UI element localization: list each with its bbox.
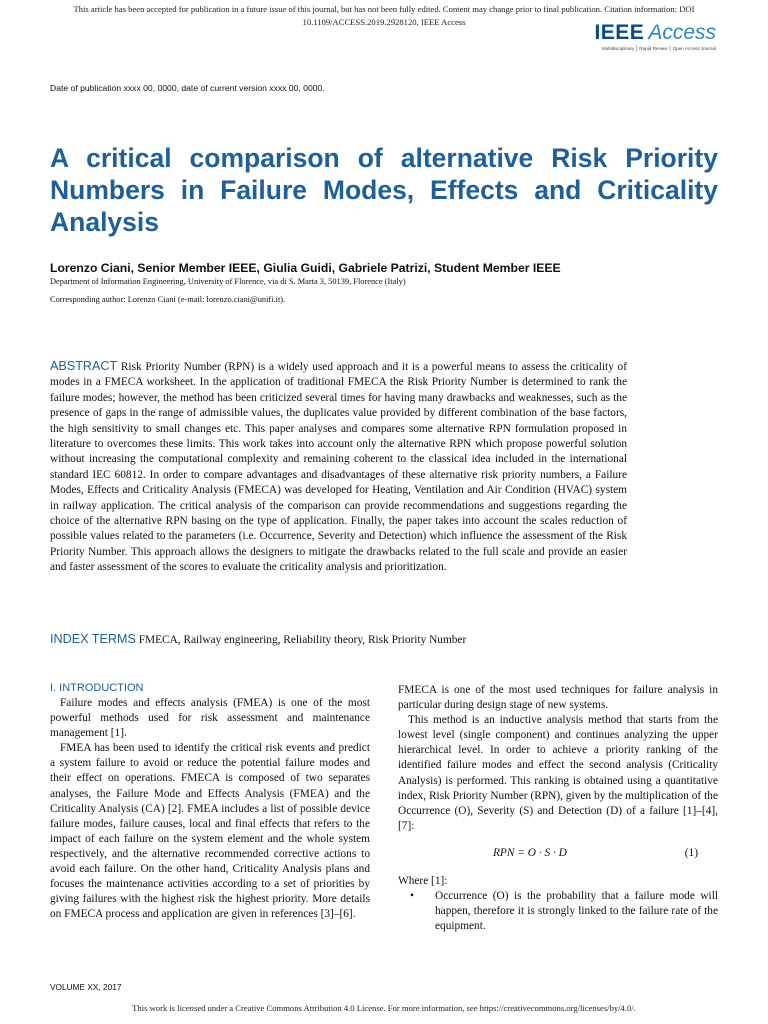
abstract-text: Risk Priority Number (RPN) is a widely used approach and it is a powerful means to assess the criticality of modes in a FMECA worksheet. In the application of traditional FMECA the Risk Priority Number is determined to rank the failure modes; however, the method has been criticized several times for having many drawbacks and weaknesses, such as the presence of gaps in the range of admissible values, the duplicates value provided by different combination of the base factors, the high sensitivity to small changes etc. This paper analyses and compares some alternative RPN formulation proposed in literature to overcomes these limits. This work takes into account only the alternative RPN which propose powerful solution without increasing the computational complexity and remaining coherent to the classical idea included in the international standard IEC 60812. In order to compare advantages and disadvantages of these alternative risk priority numbers, a Failure Modes, Effects and Criticality Analysis (FMECA) was developed for Heating, Ventilation and Air Condition (HVAC) system in railway application. The critical analysis of the comparison can provide recommendations and suggestions regarding the choice of the alternative RPN basing on the type of application. Finally, the paper takes into account the scales reduction of possible values related to the parameters (i.e. Occurrence, Severity and Detection) which influence the assessment of the Risk Priority Number. This approach allows the designers to mitigate the drawbacks related to the full scale and provide an easier and faster assessment of the scores to evaluate the criticality analysis and prioritization.	[50, 361, 627, 574]
logo-wordmark	[594, 22, 716, 44]
publication-date: Date of publication xxxx 00, 0000, date of current version xxxx 00, 0000.	[50, 83, 325, 93]
right-column	[398, 683, 718, 934]
intro-paragraph-1: Failure modes and effects analysis (FMEA) is one of the most powerful methods used for risk assessment and maintenance management [1].	[50, 697, 370, 740]
right-paragraph-1: FMECA is one of the most used techniques for failure analysis in particular during design stage of new systems.	[398, 684, 718, 712]
left-column	[50, 681, 370, 922]
ieee-access-logo	[594, 22, 716, 52]
footer-license: This work is licensed under a Creative Commons Attribution 4.0 License. For more information, see https://creativecommons.org/licenses/by/4.0/.	[132, 1003, 636, 1013]
right-paragraph-2: This method is an inductive analysis method that starts from the lowest level (single component) and continues analyzing the upper hierarchical level. In order to achieve a priority ranking of the identified failure modes and effect the second analysis (Criticality Analysis) is performed. This ranking is obtained using a quantitative index, Risk Priority Number (RPN), given by the multiplication of the Occurrence (O), Severity (S) and Detection (D) of a failure [1]–[4], [7]:	[398, 714, 718, 832]
logo-tagline: Multidisciplinary ⎮ Rapid Review ⎮ Open Access Journal	[601, 46, 716, 51]
paper-title: A critical comparison of alternative Risk Priority Numbers in Failure Modes, Effects and Criticality Analysis	[50, 143, 718, 237]
notice-line-1: This article has been accepted for publication in a future issue of this journal, but has not been fully edited. Content may change prior to final publication. Citation information: DOI	[73, 4, 695, 14]
logo-access-text: Access	[648, 21, 716, 44]
notice-line-2: 10.1109/ACCESS.2019.2928120, IEEE Access	[302, 17, 466, 27]
corresponding-author: Corresponding author: Lorenzo Ciani (e-mail: lorenzo.ciani@unifi.it).	[50, 295, 286, 304]
intro-paragraph-2: FMEA has been used to identify the critical risk events and predict a system failure to avoid or reduce the potential failure modes and their effect on operations. FMECA is composed of two separates analyses, the Failure Mode and Effects Analysis (FMEA) and the Criticality Analysis (CA) [2]. FMEA includes a list of possible device failure modes, failure causes, local and final effects that refers to the impact of each failure on the system element and the whole system respectively, and the alternative recommended corrective actions to avoid each failure. On the other hand, Criticality Analysis plans and focuses the maintenance activities according to a set of priorities by giving failures with the highest risk the highest priority. More details on FMECA process and application are given in references [3]–[6].	[50, 742, 370, 921]
bullet-icon: •	[410, 890, 414, 903]
where-label: Where [1]:	[398, 874, 448, 887]
abstract	[50, 359, 627, 576]
author-list: Lorenzo Ciani, Senior Member IEEE, Giulia Guidi, Gabriele Patrizi, Student Member IEEE	[50, 261, 561, 275]
bullet-text: Occurrence (O) is the probability that a failure mode will happen, therefore it is strongly linked to the failure rate of the equipment.	[435, 890, 718, 933]
section-heading-introduction: I. INTRODUCTION	[50, 682, 144, 694]
equation-number: (1)	[684, 846, 698, 859]
equation-expression: RPN = O · S · D	[493, 846, 567, 859]
equation-rpn	[398, 840, 718, 870]
index-terms-label: INDEX TERMS	[50, 632, 136, 646]
list-item	[398, 889, 718, 934]
footer-volume: VOLUME XX, 2017	[50, 982, 122, 992]
index-terms-text: FMECA, Railway engineering, Reliability theory, Risk Priority Number	[138, 634, 467, 646]
author-affiliation: Department of Information Engineering, University of Florence, via di S. Marta 3, 50139, Florence (Italy)	[50, 277, 406, 286]
abstract-label: ABSTRACT	[50, 359, 118, 373]
logo-ieee-text: IEEE	[594, 21, 645, 44]
index-terms	[50, 632, 690, 648]
